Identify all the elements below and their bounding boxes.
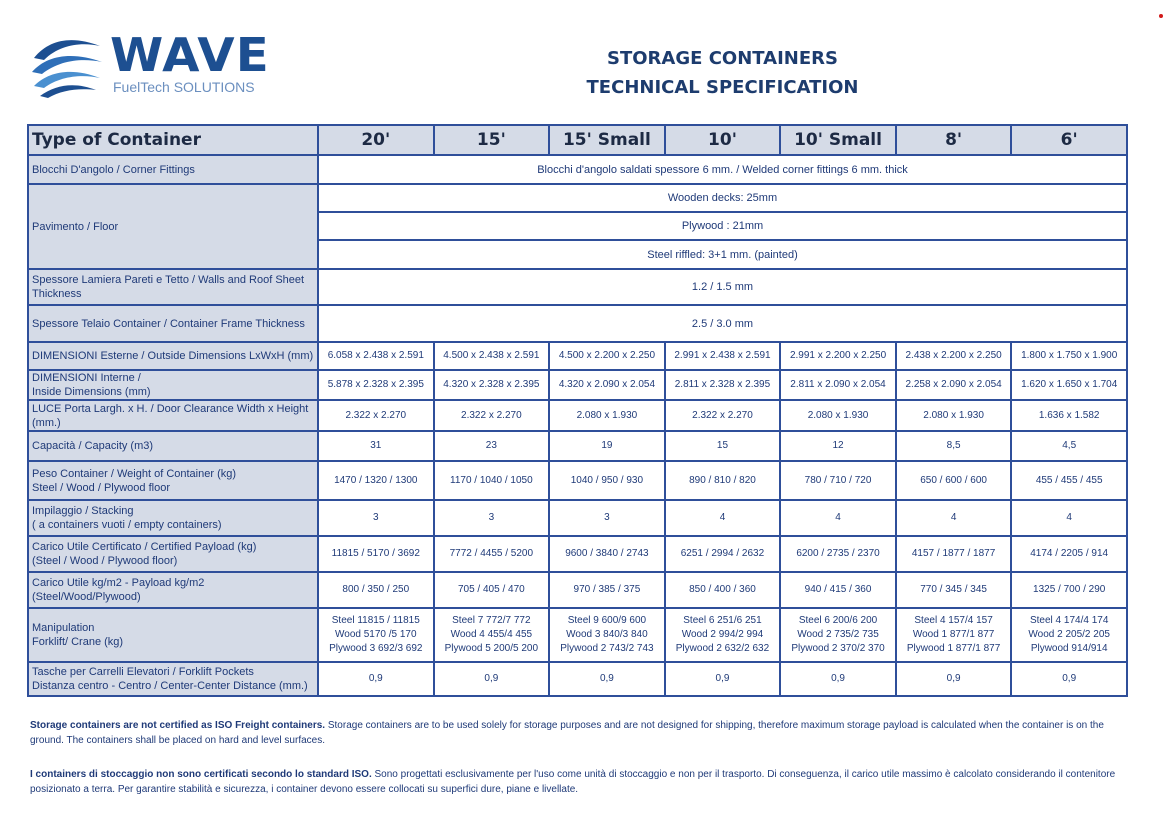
row-value: Steel 6 251/6 251 Wood 2 994/2 994 Plywood 2 632/2 632 [665, 608, 781, 662]
row-value: 2.811 x 2.090 x 2.054 [780, 370, 896, 400]
row-value: Steel 4 174/4 174 Wood 2 205/2 205 Plywood 914/914 [1011, 608, 1127, 662]
row-value: 2.080 x 1.930 [896, 400, 1012, 431]
row-value: 2.322 x 2.270 [665, 400, 781, 431]
title-line-2: TECHNICAL SPECIFICATION [586, 77, 859, 98]
row-value: 23 [434, 431, 550, 461]
notes [30, 718, 1125, 816]
row-value: 7772 / 4455 / 5200 [434, 536, 550, 572]
merged-value: 1.2 / 1.5 mm [318, 269, 1127, 305]
row-value: 3 [549, 500, 665, 536]
row-value: 2.322 x 2.270 [434, 400, 550, 431]
row-label: Carico Utile kg/m2 - Payload kg/m2 (Steel/Wood/Plywood) [28, 572, 318, 608]
row-value: 1325 / 700 / 290 [1011, 572, 1127, 608]
row-value: 3 [434, 500, 550, 536]
row-value: 4,5 [1011, 431, 1127, 461]
header-container-size: 15' Small [549, 125, 665, 155]
header-container-size: 15' [434, 125, 550, 155]
spec-row [28, 608, 1127, 662]
row-value: 1.800 x 1.750 x 1.900 [1011, 342, 1127, 370]
spec-row [28, 400, 1127, 431]
row-value: 4 [780, 500, 896, 536]
row-label: Impilaggio / Stacking ( a containers vuoti / empty containers) [28, 500, 318, 536]
header-type-of-container: Type of Container [28, 125, 318, 155]
row-value: Steel 6 200/6 200 Wood 2 735/2 735 Plywood 2 370/2 370 [780, 608, 896, 662]
row-value: 4.320 x 2.328 x 2.395 [434, 370, 550, 400]
note-english-text: Storage containers are to be used solely for storage purposes and are not designed for shipping, therefore maximum storage payload is calculated when the container is on the ground. The containers shall be placed on hard and level surfaces. [30, 720, 1104, 746]
row-value: 4 [896, 500, 1012, 536]
row-value: 19 [549, 431, 665, 461]
row-floor [28, 184, 1127, 212]
row-value: 31 [318, 431, 434, 461]
row-value: 4157 / 1877 / 1877 [896, 536, 1012, 572]
row-label: Spessore Lamiera Pareti e Tetto / Walls and Roof Sheet Thickness [28, 269, 318, 305]
row-value: 15 [665, 431, 781, 461]
row-value: 705 / 405 / 470 [434, 572, 550, 608]
row-value: 1470 / 1320 / 1300 [318, 461, 434, 500]
header-container-size: 10' Small [780, 125, 896, 155]
row-value: 2.991 x 2.438 x 2.591 [665, 342, 781, 370]
note-italian [30, 767, 1125, 797]
row-value: 4 [665, 500, 781, 536]
spec-row [28, 370, 1127, 400]
row-value: 2.080 x 1.930 [780, 400, 896, 431]
row-value: 650 / 600 / 600 [896, 461, 1012, 500]
brand-name: WAVE [110, 28, 270, 82]
row-value: Steel 7 772/7 772 Wood 4 455/4 455 Plywood 5 200/5 200 [434, 608, 550, 662]
spec-row [28, 500, 1127, 536]
row-value: 770 / 345 / 345 [896, 572, 1012, 608]
row-label: DIMENSIONI Interne / Inside Dimensions (mm) [28, 370, 318, 400]
row-value: 6.058 x 2.438 x 2.591 [318, 342, 434, 370]
red-dot-mark [1159, 14, 1163, 18]
note-english [30, 718, 1125, 748]
wave-icon [30, 32, 104, 98]
row-value: 0,9 [318, 662, 434, 696]
row-value: Steel 9 600/9 600 Wood 3 840/3 840 Plywood 2 743/2 743 [549, 608, 665, 662]
brand-tagline: FuelTech SOLUTIONS [113, 79, 255, 95]
row-value: 0,9 [434, 662, 550, 696]
row-value: 4.500 x 2.200 x 2.250 [549, 342, 665, 370]
company-logo [30, 28, 270, 98]
note-english-bold: Storage containers are not certified as ISO Freight containers. [30, 720, 326, 731]
row-value: 4.320 x 2.090 x 2.054 [549, 370, 665, 400]
row-value: 2.991 x 2.200 x 2.250 [780, 342, 896, 370]
row-label: Carico Utile Certificato / Certified Payload (kg) (Steel / Wood / Plywood floor) [28, 536, 318, 572]
spec-row [28, 342, 1127, 370]
header-container-size: 8' [896, 125, 1012, 155]
row-value: 5.878 x 2.328 x 2.395 [318, 370, 434, 400]
title-line-1: STORAGE CONTAINERS [607, 48, 838, 69]
row-value: 8,5 [896, 431, 1012, 461]
row-label: Blocchi D'angolo / Corner Fittings [28, 155, 318, 184]
row-value: 2.811 x 2.328 x 2.395 [665, 370, 781, 400]
row-label: LUCE Porta Largh. x H. / Door Clearance Width x Height (mm.) [28, 400, 318, 431]
row-value: 800 / 350 / 250 [318, 572, 434, 608]
merged-value: Wooden decks: 25mm [318, 184, 1127, 212]
row-frame [28, 305, 1127, 342]
header-container-size: 6' [1011, 125, 1127, 155]
merged-value: Steel riffled: 3+1 mm. (painted) [318, 240, 1127, 269]
row-value: 890 / 810 / 820 [665, 461, 781, 500]
row-value: 2.322 x 2.270 [318, 400, 434, 431]
note-italian-bold: I containers di stoccaggio non sono certificati secondo lo standard ISO. [30, 769, 372, 780]
spec-row [28, 431, 1127, 461]
row-value: 4 [1011, 500, 1127, 536]
row-value: 940 / 415 / 360 [780, 572, 896, 608]
spec-row [28, 572, 1127, 608]
row-value: 1170 / 1040 / 1050 [434, 461, 550, 500]
header-container-size: 20' [318, 125, 434, 155]
row-value: 850 / 400 / 360 [665, 572, 781, 608]
row-value: 12 [780, 431, 896, 461]
row-value: 3 [318, 500, 434, 536]
row-value: 4.500 x 2.438 x 2.591 [434, 342, 550, 370]
row-value: 0,9 [665, 662, 781, 696]
row-value: 4174 / 2205 / 914 [1011, 536, 1127, 572]
row-value: Steel 4 157/4 157 Wood 1 877/1 877 Plywood 1 877/1 877 [896, 608, 1012, 662]
row-value: 1.620 x 1.650 x 1.704 [1011, 370, 1127, 400]
row-value: 9600 / 3840 / 2743 [549, 536, 665, 572]
row-label: Peso Container / Weight of Container (kg) Steel / Wood / Plywood floor [28, 461, 318, 500]
row-value: 11815 / 5170 / 3692 [318, 536, 434, 572]
row-label: Pavimento / Floor [28, 184, 318, 269]
row-label: Tasche per Carrelli Elevatori / Forklift Pockets Distanza centro - Centro / Center-Center Distance (mm.) [28, 662, 318, 696]
row-label: Capacità / Capacity (m3) [28, 431, 318, 461]
spec-table [27, 124, 1128, 697]
row-corner-fittings [28, 155, 1127, 184]
row-label: Manipulation Forklift/ Crane (kg) [28, 608, 318, 662]
row-value: 1040 / 950 / 930 [549, 461, 665, 500]
row-value: 780 / 710 / 720 [780, 461, 896, 500]
row-value: 1.636 x 1.582 [1011, 400, 1127, 431]
row-value: Steel 11815 / 11815 Wood 5170 /5 170 Plywood 3 692/3 692 [318, 608, 434, 662]
page-title [560, 44, 885, 102]
row-value: 6251 / 2994 / 2632 [665, 536, 781, 572]
row-value: 0,9 [896, 662, 1012, 696]
row-value: 0,9 [549, 662, 665, 696]
merged-value: 2.5 / 3.0 mm [318, 305, 1127, 342]
row-value: 970 / 385 / 375 [549, 572, 665, 608]
merged-value: Blocchi d'angolo saldati spessore 6 mm. / Welded corner fittings 6 mm. thick [318, 155, 1127, 184]
header-container-size: 10' [665, 125, 781, 155]
row-walls [28, 269, 1127, 305]
row-label: DIMENSIONI Esterne / Outside Dimensions LxWxH (mm) [28, 342, 318, 370]
spec-row [28, 461, 1127, 500]
row-value: 2.080 x 1.930 [549, 400, 665, 431]
spec-row [28, 536, 1127, 572]
header-row [28, 125, 1127, 155]
row-value: 6200 / 2735 / 2370 [780, 536, 896, 572]
row-value: 0,9 [1011, 662, 1127, 696]
row-value: 0,9 [780, 662, 896, 696]
note-italian-text: Sono progettati esclusivamente per l'uso come unità di stoccaggio e non per il trasporto. Di conseguenza, il carico utile massimo è calcolato considerando il contenitore posizionato a terra. Per garantire stabilità e sicurezza, i container devono essere collocati su superfici dure, piane e livellate. [30, 769, 1116, 795]
row-value: 2.438 x 2.200 x 2.250 [896, 342, 1012, 370]
row-value: 455 / 455 / 455 [1011, 461, 1127, 500]
row-label: Spessore Telaio Container / Container Frame Thickness [28, 305, 318, 342]
merged-value: Plywood : 21mm [318, 212, 1127, 240]
row-value: 2.258 x 2.090 x 2.054 [896, 370, 1012, 400]
spec-row [28, 662, 1127, 696]
